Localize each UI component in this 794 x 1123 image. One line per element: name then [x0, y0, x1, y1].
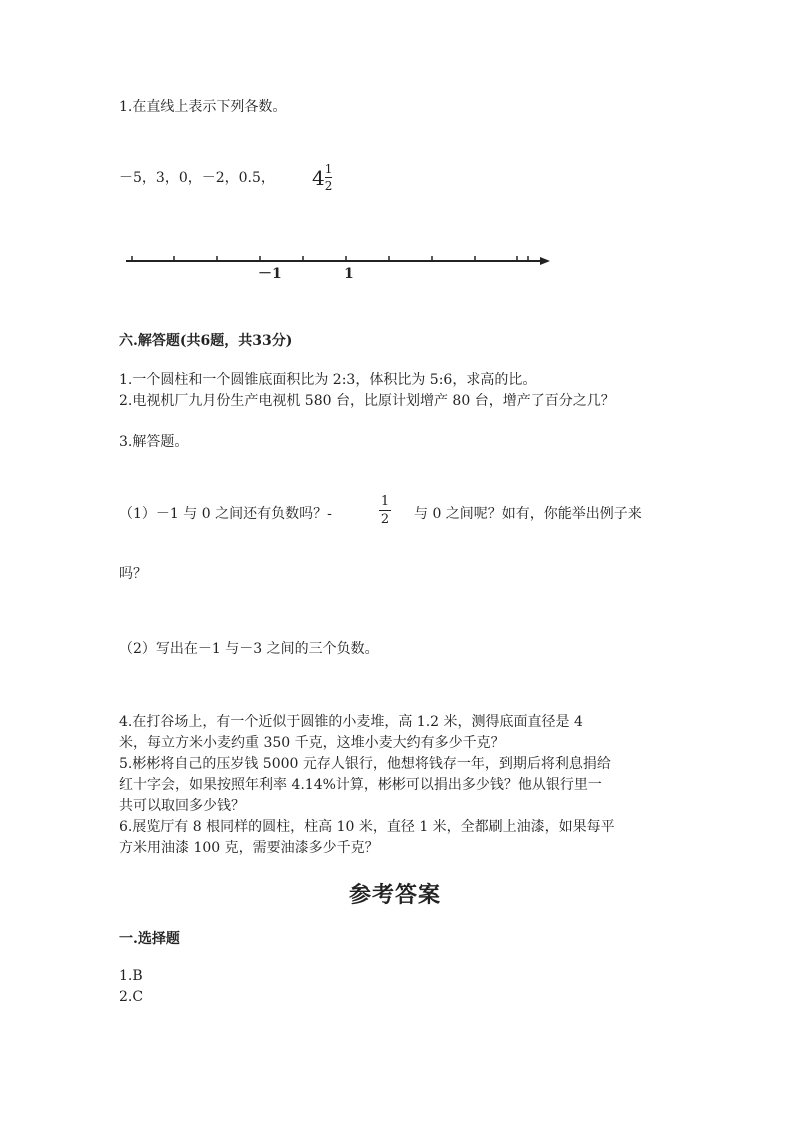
- q1-mixed-number: [312, 163, 332, 192]
- mixed-frac-den: 2: [324, 179, 333, 193]
- answer-1: 1.B: [119, 968, 143, 984]
- mixed-frac-num: 1: [324, 162, 333, 176]
- section6-q6-line1: 6.展览厅有 8 根同样的圆柱，柱高 10 米，直径 1 米，全都刷上油漆，如果每平: [119, 819, 615, 835]
- mixed-frac-bar: [325, 177, 333, 178]
- q1-numbers: －5，3，0，－2，0.5，: [119, 170, 275, 186]
- mixed-fraction: [325, 163, 333, 192]
- section6-q3: 3.解答题。: [119, 434, 189, 450]
- section6-q5-line1: 5.彬彬将自己的压岁钱 5000 元存人银行，他想将钱存一年，到期后将利息捐给: [119, 756, 611, 772]
- section6-q3-1-part2: 与 0 之间呢？如有，你能举出例子来: [414, 506, 642, 522]
- answer-2: 2.C: [119, 989, 144, 1005]
- section6-q3-2: （2）写出在－1 与－3 之间的三个负数。: [119, 641, 379, 657]
- q1-prompt: 1.在直线上表示下列各数。: [119, 99, 287, 115]
- number-line-label-neg1: －1: [258, 266, 282, 282]
- section6-q6-line2: 方米用油漆 100 克，需要油漆多少千克？: [119, 840, 379, 856]
- q3-1-frac-den: 2: [380, 512, 390, 527]
- number-line-label-1: 1: [344, 266, 354, 282]
- section6-q4-line2: 米，每立方米小麦约重 350 千克，这堆小麦大约有多少千克？: [119, 735, 505, 751]
- section6-q3-1-part1: （1）－1 与 0 之间还有负数吗？-: [119, 506, 332, 522]
- q3-1-fraction: [379, 495, 391, 526]
- number-line-arrow: [540, 257, 550, 265]
- section6-q5-line3: 共可以取回多少钱？: [119, 798, 245, 814]
- q3-1-frac-num: 1: [380, 494, 390, 509]
- section6-q2: 2.电视机厂九月份生产电视机 580 台，比原计划增产 80 台，增产了百分之几？: [119, 393, 615, 409]
- q3-1-frac-bar: [379, 510, 391, 511]
- answers-section1-heading: 一.选择题: [119, 931, 180, 947]
- answers-title: 参考答案: [349, 882, 442, 908]
- section6-q3-1-part3: 吗？: [119, 566, 147, 582]
- number-line: [120, 250, 560, 286]
- section6-heading: 六.解答题(共6题，共33分): [119, 333, 293, 349]
- section6-q4-line1: 4.在打谷场上，有一个近似于圆锥的小麦堆，高 1.2 米，测得底面直径是 4: [119, 714, 583, 730]
- mixed-whole: 4: [312, 165, 325, 190]
- section6-q5-line2: 红十字会，如果按照年利率 4.14%计算，彬彬可以捐出多少钱？他从银行里一: [119, 777, 602, 793]
- section6-q1: 1.一个圆柱和一个圆锥底面积比为 2:3，体积比为 5:6，求高的比。: [119, 372, 537, 388]
